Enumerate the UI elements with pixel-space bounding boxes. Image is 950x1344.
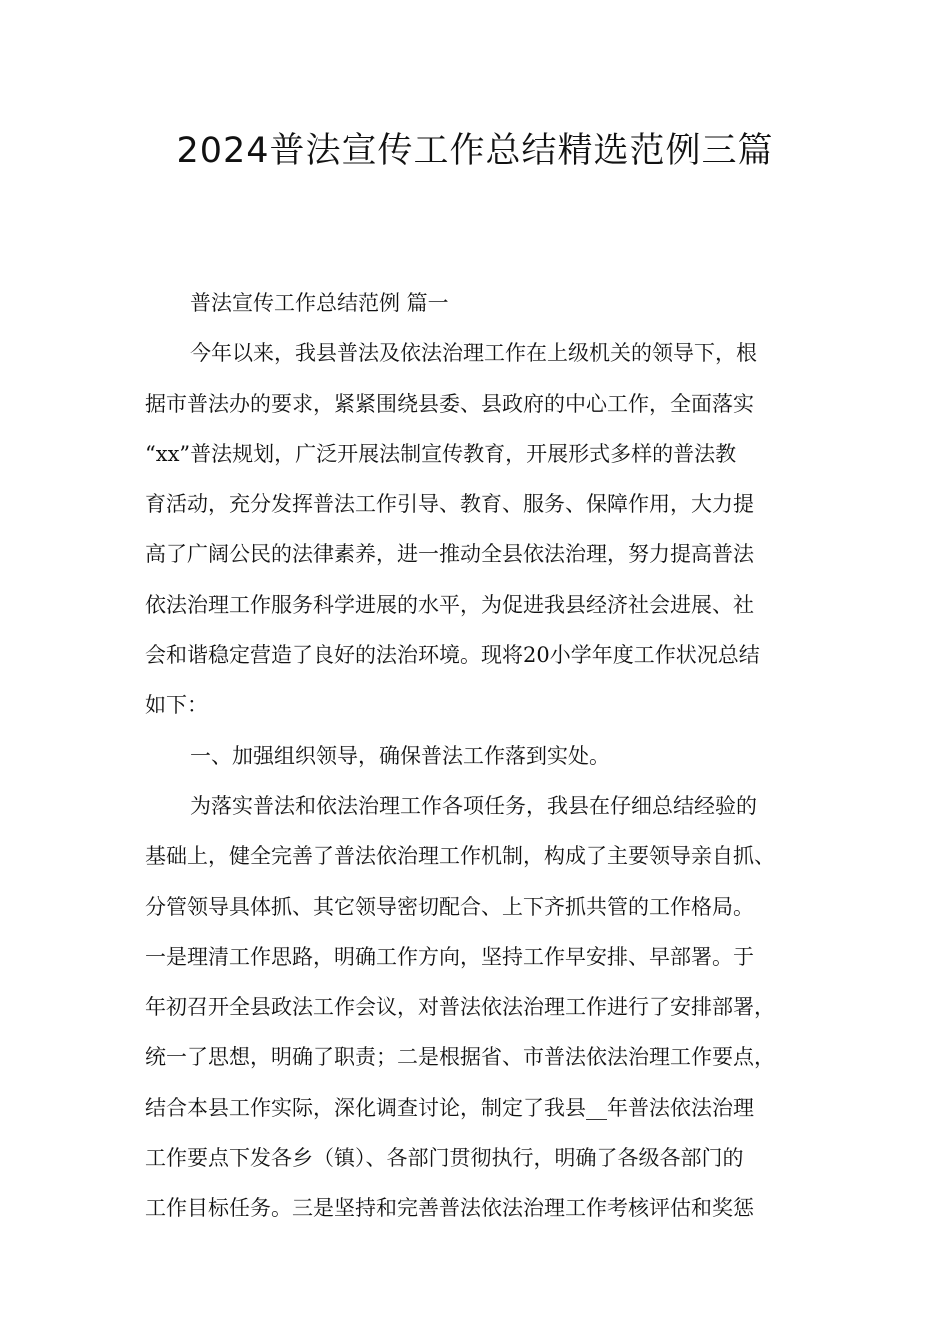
document-body <box>145 278 813 1234</box>
paragraph-line: 今年以来，我县普法及依法治理工作在上级机关的领导下，根 <box>190 341 757 366</box>
section-heading-1: 普法宣传工作总结范例 篇一 <box>190 291 449 315</box>
paragraph-line: 一是理清工作思路，明确工作方向，坚持工作早安排、早部署。于 <box>145 944 754 969</box>
paragraph-line: 统一了思想，明确了职责；二是根据省、市普法依法治理工作要点， <box>145 1045 775 1070</box>
paragraph-line: 结合本县工作实际，深化调查讨论，制定了我县__年普法依法治理 <box>145 1095 754 1120</box>
paragraph-line: 分管领导具体抓、其它领导密切配合、上下齐抓共管的工作格局。 <box>145 894 754 919</box>
paragraph-line: 年初召开全县政法工作会议，对普法依法治理工作进行了安排部署， <box>145 995 775 1020</box>
paragraph-line: 据市普法办的要求，紧紧围绕县委、县政府的中心工作，全面落实 <box>145 391 754 416</box>
paragraph-line: 育活动，充分发挥普法工作引导、教育、服务、保障作用，大力提 <box>145 492 754 517</box>
paragraph-line: 会和谐稳定营造了良好的法治环境。现将20小学年度工作状况总结 <box>145 643 760 668</box>
paragraph-line: 如下： <box>145 693 208 718</box>
paragraph-line: “xx”普法规划，广泛开展法制宣传教育，开展形式多样的普法教 <box>145 441 737 466</box>
document-title: 2024普法宣传工作总结精选范例三篇 <box>176 131 774 171</box>
subheading-line: 一、加强组织领导，确保普法工作落到实处。 <box>190 743 610 768</box>
paragraph-line: 为落实普法和依法治理工作各项任务，我县在仔细总结经验的 <box>190 793 757 818</box>
paragraph-line: 基础上，健全完善了普法依治理工作机制，构成了主要领导亲自抓、 <box>145 844 775 869</box>
paragraph-line: 工作目标任务。三是坚持和完善普法依法治理工作考核评估和奖惩 <box>145 1196 754 1221</box>
paragraph-line: 依法治理工作服务科学进展的水平，为促进我县经济社会进展、社 <box>145 592 754 617</box>
paragraph-line: 高了广阔公民的法律素养，进一推动全县依法治理，努力提高普法 <box>145 542 754 567</box>
paragraph-line: 工作要点下发各乡（镇）、各部门贯彻执行，明确了各级各部门的 <box>145 1146 744 1171</box>
